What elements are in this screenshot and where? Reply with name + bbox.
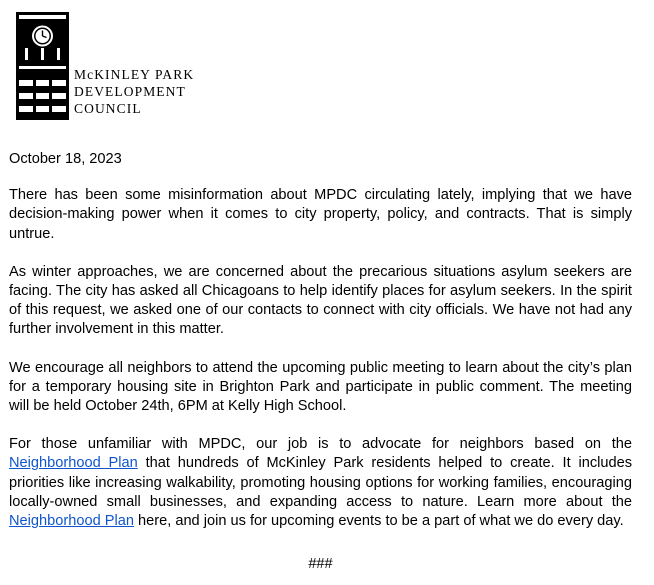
paragraph-text: For those unfamiliar with MPDC, our job is to advocate for neighbors based on the [9, 436, 632, 453]
paragraph-about-mpdc [9, 435, 632, 531]
building-clock-icon [16, 12, 72, 120]
paragraph-misinformation: There has been some misinformation about MPDC circulating lately, implying that we have decision-making power when it comes to city property, policy, and contracts. That is simply untrue. [9, 187, 632, 242]
letter-body [9, 145, 632, 574]
neighborhood-plan-link[interactable]: Neighborhood Plan [9, 455, 138, 472]
paragraph-asylum-seekers: As winter approaches, we are concerned about the precarious situations asylum seekers are facing. The city has asked all Chicagoans to help identify places for asylum seekers. In the spirit of this request, we asked one of our contacts to connect with city officials. We have not had any further involvement in this matter. [9, 263, 632, 338]
org-name-line-3: COUNCIL [74, 101, 142, 116]
closing-mark: ### [308, 556, 333, 573]
org-logo [16, 12, 216, 120]
paragraph-text: here, and join us for upcoming events to be a part of what we do every day. [133, 513, 624, 530]
letter-date: October 18, 2023 [9, 151, 122, 167]
org-name [74, 66, 194, 117]
paragraph-text: that hundreds of McKinley Park residents helped to create. It includes priorities like increasing walkability, promoting housing options for working families, encouraging locally-owned small businesses, and expanding access to nature. Learn more about the [9, 455, 633, 510]
org-name-line-1: McKINLEY PARK [74, 67, 195, 82]
paragraph-public-meeting: We encourage all neighbors to attend the upcoming public meeting to learn about the city’s plan for a temporary housing site in Brighton Park and participate in public comment. The meeting will be held October 24th, 6PM at Kelly High School. [9, 359, 632, 415]
neighborhood-plan-link-2[interactable]: Neighborhood Plan [9, 513, 134, 530]
org-name-line-2: DEVELOPMENT [74, 84, 186, 99]
